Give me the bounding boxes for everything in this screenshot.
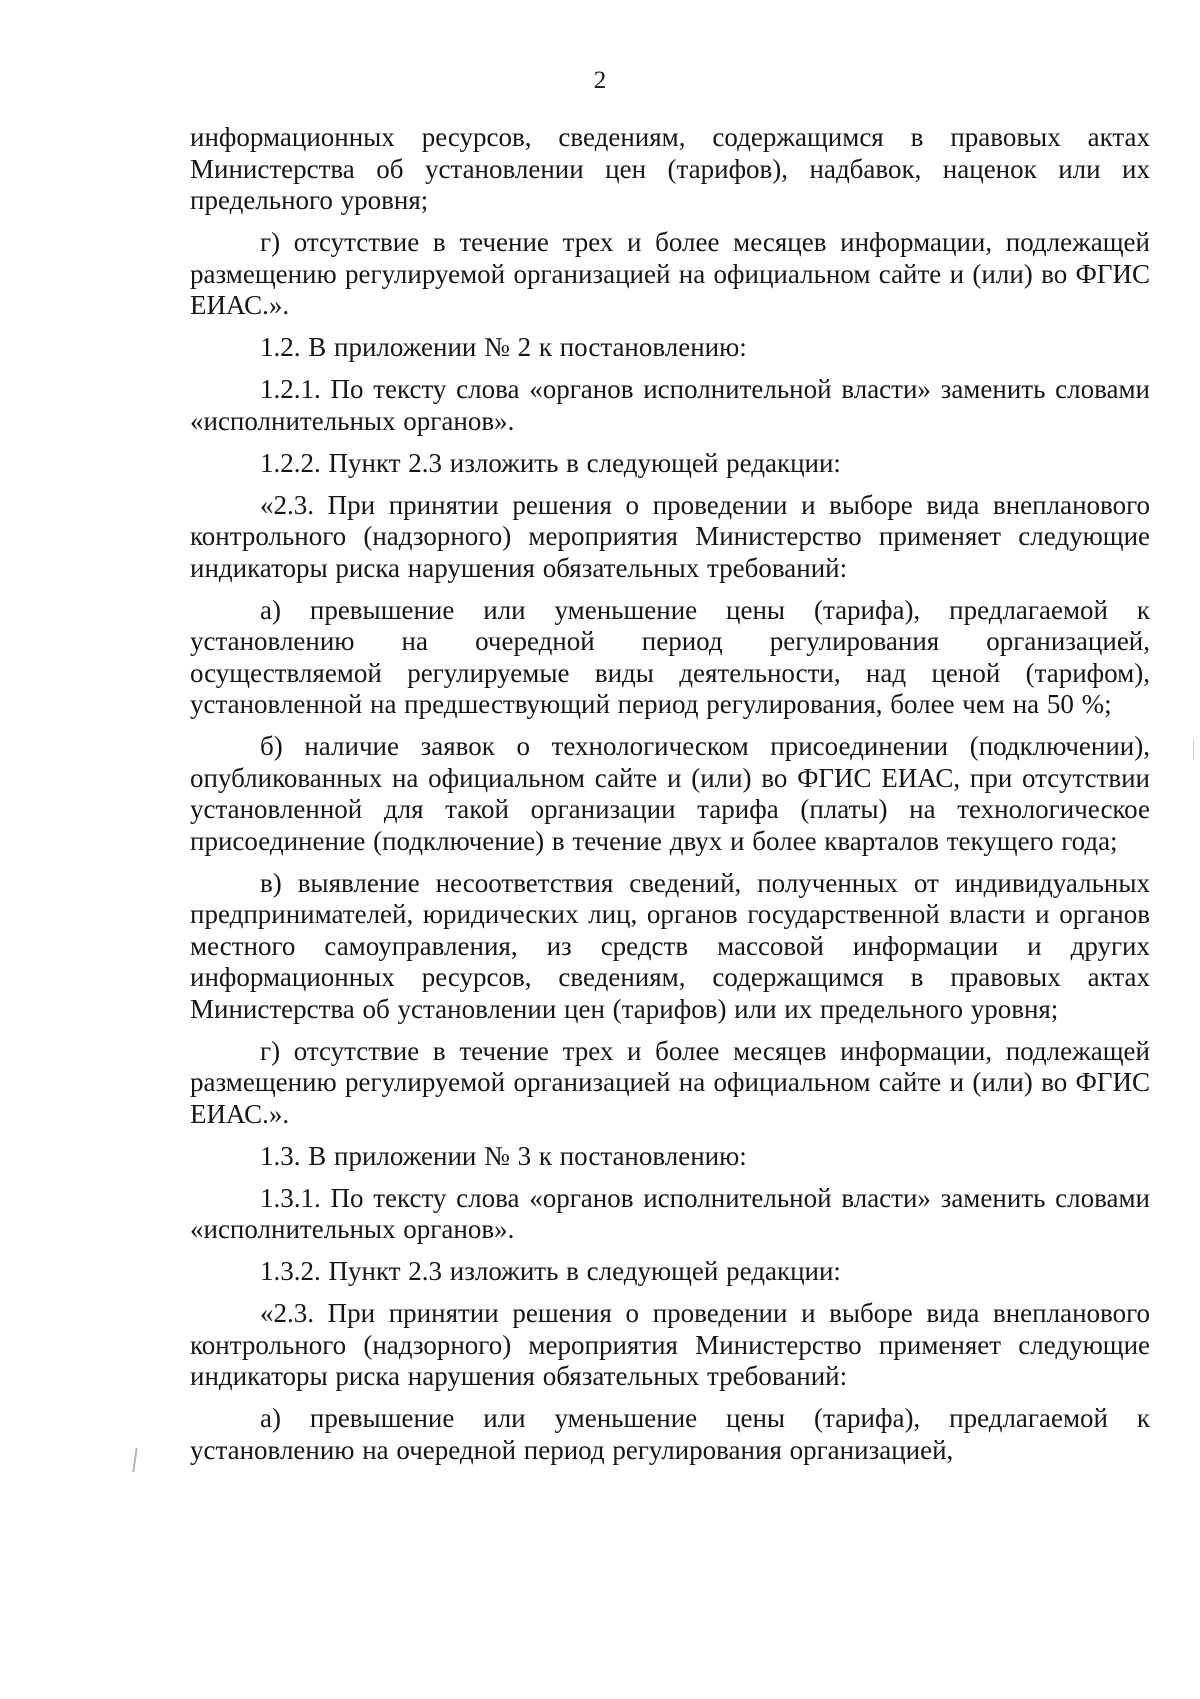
scan-margin-mark [132, 1448, 137, 1472]
paragraph-clause-2-3-second: «2.3. При принятии решения о проведении и выборе вида внепланового контрольного (надзорного) мероприятия Министерство применяет следующие индикаторы риска нарушения обязательных требований: [190, 1298, 1150, 1391]
paragraph-item-b: б) наличие заявок о технологическом присоединении (подключении), опубликованных на официальном сайте и (или) во ФГИС ЕИАС, при отсутствии установленной для такой организации тарифа (платы) на технологическое присоединение (подключение) в течение двух и более кварталов текущего года; [190, 731, 1150, 856]
paragraph-item-g: г) отсутствие в течение трех и более месяцев информации, подлежащей размещению регулируемой организацией на официальном сайте и (или) во ФГИС ЕИАС.». [190, 227, 1150, 320]
paragraph-section-1-2: 1.2. В приложении № 2 к постановлению: [260, 332, 747, 362]
document-body [190, 122, 1150, 1466]
paragraph-continuation: информационных ресурсов, сведениям, содержащимся в правовых актах Министерства об установлении цен (тарифов), надбавок, наценок или их предельного уровня; [190, 122, 1150, 215]
paragraph-section-1-2-2: 1.2.2. Пункт 2.3 изложить в следующей редакции: [260, 447, 841, 478]
paragraph-section-1-3-1: 1.3.1. По тексту слова «органов исполнительной власти» заменить словами «исполнительных органов». [190, 1182, 1150, 1244]
paragraph-section-1-3: 1.3. В приложении № 3 к постановлению: [260, 1140, 747, 1171]
paragraph-item-g-2: г) отсутствие в течение трех и более месяцев информации, подлежащей размещению регулируемой организацией на официальном сайте и (или) во ФГИС ЕИАС.». [190, 1035, 1150, 1129]
paragraph-section-1-2-1: 1.2.1. По тексту слова «органов исполнительной власти» заменить словами «исполнительных органов». [190, 374, 1150, 436]
paragraph-section-1-3-2: 1.3.2. Пункт 2.3 изложить в следующей редакции: [260, 1256, 841, 1286]
paragraph-item-v: в) выявление несоответствия сведений, полученных от индивидуальных предпринимателей, юридических лиц, органов государственной власти и органов местного самоуправления, из средств массовой информации и других информационных ресурсов, сведениям, содержащимся в правовых актах Министерства об установлении цен (тарифов) или их предельного уровня; [190, 867, 1150, 1024]
scan-edge-mark [1193, 740, 1194, 760]
page-number: 2 [593, 67, 607, 94]
paragraph-item-a-second: а) превышение или уменьшение цены (тарифа), предлагаемой к установлению на очередной период регулирования организацией, [190, 1403, 1150, 1465]
paragraph-clause-2-3: «2.3. При принятии решения о проведении и выборе вида внепланового контрольного (надзорного) мероприятия Министерство применяет следующие индикаторы риска нарушения обязательных требований: [190, 489, 1150, 583]
paragraph-item-a: а) превышение или уменьшение цены (тарифа), предлагаемой к установлению на очередной период регулирования организацией, осуществляемой регулируемые виды деятельности, над ценой (тарифом), установленной на предшествующий период регулирования, более чем на 50 %; [190, 594, 1150, 719]
